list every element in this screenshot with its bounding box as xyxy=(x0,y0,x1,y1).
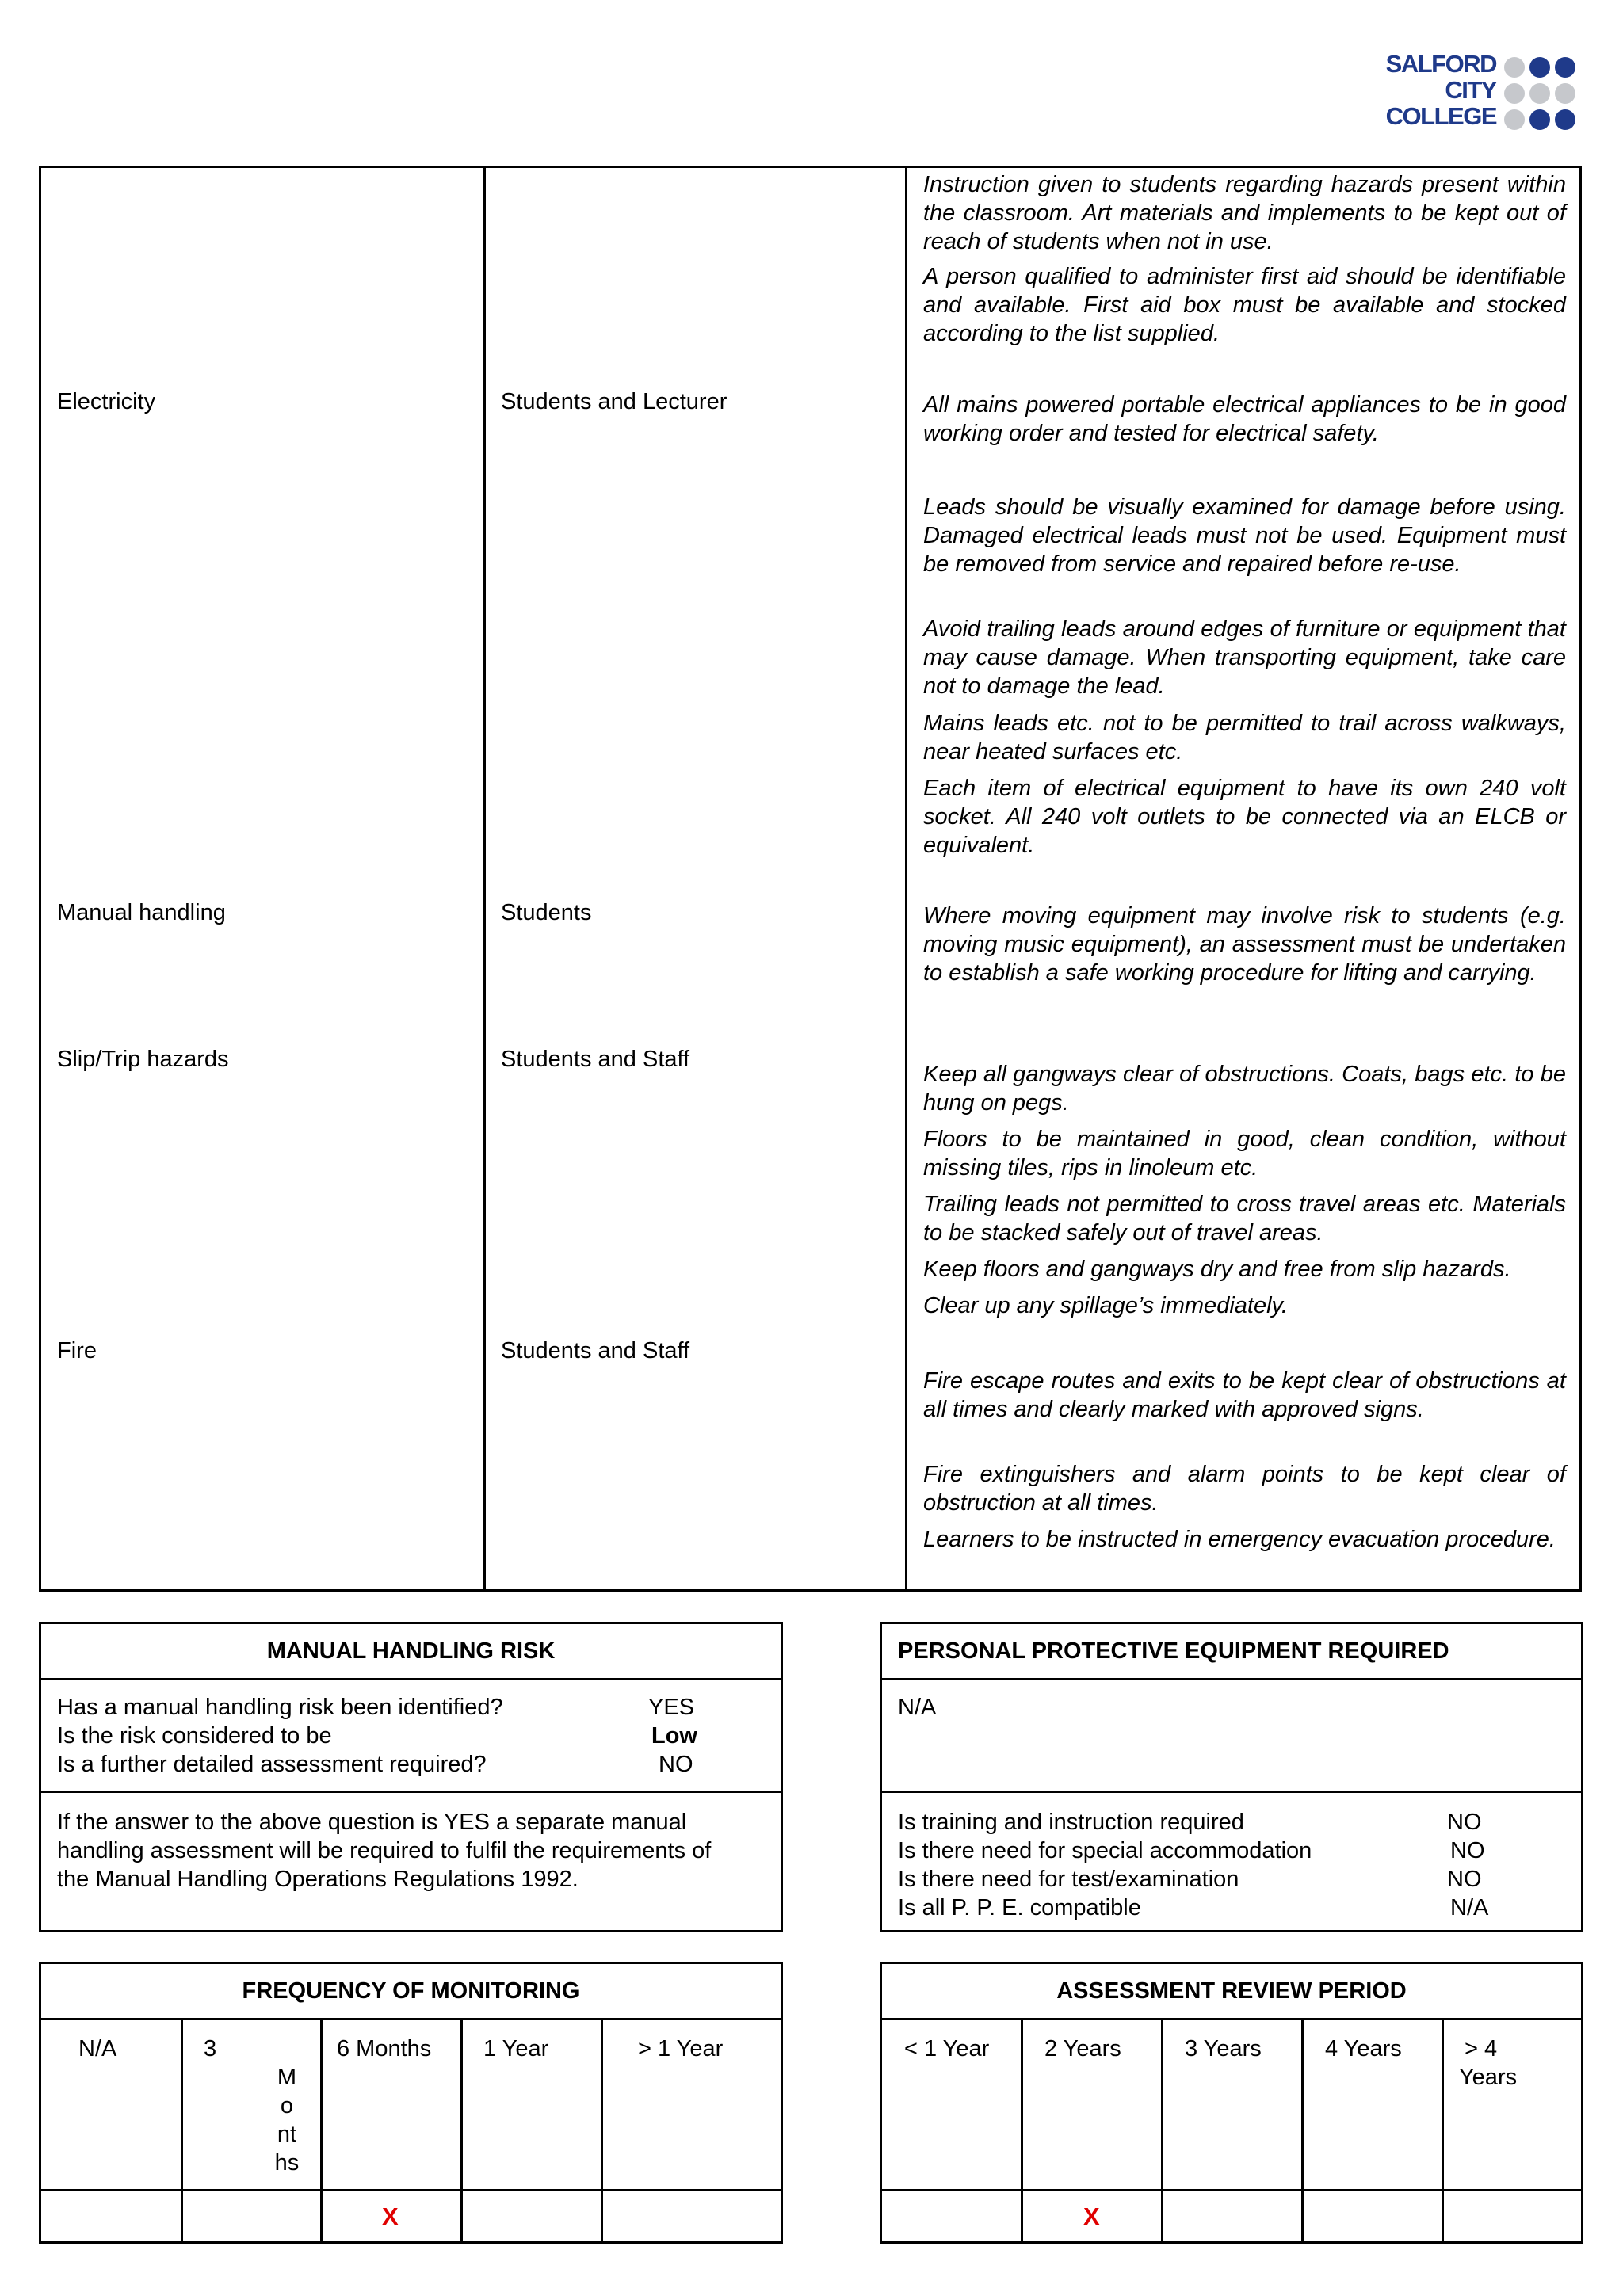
column-divider xyxy=(483,168,486,1589)
mh-note-line: handling assessment will be required to fulfil the requirements of xyxy=(57,1838,712,1863)
mh-answer-risk-level: Low xyxy=(651,1723,697,1749)
monitoring-title: FREQUENCY OF MONITORING xyxy=(41,1964,781,2020)
hazard-table xyxy=(39,166,1582,1592)
persons-electricity: Students and Lecturer xyxy=(501,389,727,414)
control-measure: Trailing leads not permitted to cross travel areas etc. Materials to be stacked safely out of travel areas. xyxy=(923,1192,1566,1245)
persons-slip-trip: Students and Staff xyxy=(501,1047,690,1072)
ppe-box xyxy=(880,1622,1583,1932)
control-measure: Each item of electrical equipment to have its own 240 volt socket. All 240 volt outlets to be connected via an ELCB or equivalent. xyxy=(923,776,1566,858)
review-title: ASSESSMENT REVIEW PERIOD xyxy=(882,1964,1581,2020)
column-divider xyxy=(905,168,907,1589)
ppe-question-training: Is training and instruction required xyxy=(898,1810,1244,1835)
control-measure: Leads should be visually examined for damage before using. Damaged electrical leads must not be used. Equipment must be removed from service and repaired before re-use. xyxy=(923,494,1566,577)
review-option-over-4-years-wrap: Years xyxy=(1459,2065,1518,2090)
hazard-manual-handling: Manual handling xyxy=(57,900,226,925)
mh-answer-further-assessment: NO xyxy=(659,1752,693,1777)
logo-line-salford: SALFORD xyxy=(1385,50,1496,78)
monitoring-option-3-months-wrap: nt xyxy=(277,2122,297,2147)
review-option-3-years: 3 Years xyxy=(1185,2036,1262,2061)
ppe-question-accommodation: Is there need for special accommodation xyxy=(898,1838,1312,1863)
monitoring-option-3-months-wrap: o xyxy=(280,2093,294,2119)
control-measure: All mains powered portable electrical appliances to be in good working order and tested for electrical safety. xyxy=(923,392,1566,446)
control-measure: Clear up any spillage’s immediately. xyxy=(923,1293,1288,1318)
frequency-of-monitoring-box xyxy=(39,1962,783,2244)
control-measure: Keep all gangways clear of obstructions. Coats, bags etc. to be hung on pegs. xyxy=(923,1062,1566,1116)
hazard-slip-trip: Slip/Trip hazards xyxy=(57,1047,229,1072)
persons-manual-handling: Students xyxy=(501,900,592,925)
review-option-2-years: 2 Years xyxy=(1044,2036,1121,2061)
monitoring-option-1-year: 1 Year xyxy=(483,2036,549,2061)
college-logo xyxy=(1369,51,1579,133)
persons-fire: Students and Staff xyxy=(501,1338,690,1363)
mh-note-line: If the answer to the above question is YES a separate manual xyxy=(57,1810,687,1835)
mh-note-line: the Manual Handling Operations Regulations 1992. xyxy=(57,1867,579,1892)
review-option-4-years: 4 Years xyxy=(1325,2036,1402,2061)
control-measure: Learners to be instructed in emergency evacuation procedure. xyxy=(923,1527,1556,1552)
ppe-question-compatible: Is all P. P. E. compatible xyxy=(898,1895,1141,1920)
control-measure: Fire extinguishers and alarm points to be kept clear of obstruction at all times. xyxy=(923,1462,1566,1516)
mh-question-further-assessment: Is a further detailed assessment required? xyxy=(57,1752,487,1777)
monitoring-option-3-months-wrap: hs xyxy=(274,2150,300,2176)
logo-line-city: CITY xyxy=(1445,76,1496,104)
logo-line-college: COLLEGE xyxy=(1385,102,1496,130)
ppe-question-test: Is there need for test/examination xyxy=(898,1867,1239,1892)
mh-question-identified: Has a manual handling risk been identified? xyxy=(57,1695,503,1720)
manual-handling-title: MANUAL HANDLING RISK xyxy=(41,1624,781,1680)
monitoring-option-6-months: 6 Months xyxy=(337,2036,432,2061)
assessment-review-period-box xyxy=(880,1962,1583,2244)
review-option-over-4-years: > 4 xyxy=(1465,2036,1498,2061)
hazard-fire: Fire xyxy=(57,1338,97,1363)
ppe-answer-training: NO xyxy=(1447,1810,1482,1835)
ppe-value: N/A xyxy=(898,1695,937,1720)
control-measure: Mains leads etc. not to be permitted to trail across walkways, near heated surfaces etc. xyxy=(923,711,1566,765)
logo-text xyxy=(1386,51,1496,129)
control-measure: Avoid trailing leads around edges of furniture or equipment that may cause damage. When transporting equipment, take care not to damage the lead. xyxy=(923,616,1566,699)
manual-handling-box xyxy=(39,1622,783,1932)
control-measure: A person qualified to administer first aid should be identifiable and available. First aid box must be available and stocked according to the list supplied. xyxy=(923,264,1566,346)
control-measure: Where moving equipment may involve risk to students (e.g. moving music equipment), an assessment must be undertaken to establish a safe working procedure for lifting and carrying. xyxy=(923,903,1566,986)
ppe-title: PERSONAL PROTECTIVE EQUIPMENT REQUIRED xyxy=(882,1624,1581,1680)
monitoring-selected-mark: X xyxy=(382,2203,399,2230)
control-measure: Fire escape routes and exits to be kept clear of obstructions at all times and clearly marked with approved signs. xyxy=(923,1368,1566,1422)
monitoring-option-over-1-year: > 1 Year xyxy=(638,2036,724,2061)
ppe-answer-accommodation: NO xyxy=(1450,1838,1485,1863)
review-selected-mark: X xyxy=(1083,2203,1100,2230)
monitoring-option-na: N/A xyxy=(78,2036,117,2061)
mh-question-risk-level: Is the risk considered to be xyxy=(57,1723,332,1749)
control-measure: Floors to be maintained in good, clean condition, without missing tiles, rips in linoleum etc. xyxy=(923,1127,1566,1180)
hazard-electricity: Electricity xyxy=(57,389,156,414)
ppe-answer-test: NO xyxy=(1447,1867,1482,1892)
monitoring-option-3-months: 3 xyxy=(204,2036,217,2061)
control-measure: Keep floors and gangways dry and free from slip hazards. xyxy=(923,1257,1511,1282)
logo-dots-icon xyxy=(1504,54,1579,130)
monitoring-option-3-months-wrap: M xyxy=(277,2065,297,2090)
ppe-answer-compatible: N/A xyxy=(1450,1895,1489,1920)
mh-answer-identified: YES xyxy=(648,1695,695,1720)
review-option-under-1-year: < 1 Year xyxy=(904,2036,990,2061)
control-measure: Instruction given to students regarding hazards present within the classroom. Art materials and implements to be kept out of reach of students when not in use. xyxy=(923,172,1566,254)
